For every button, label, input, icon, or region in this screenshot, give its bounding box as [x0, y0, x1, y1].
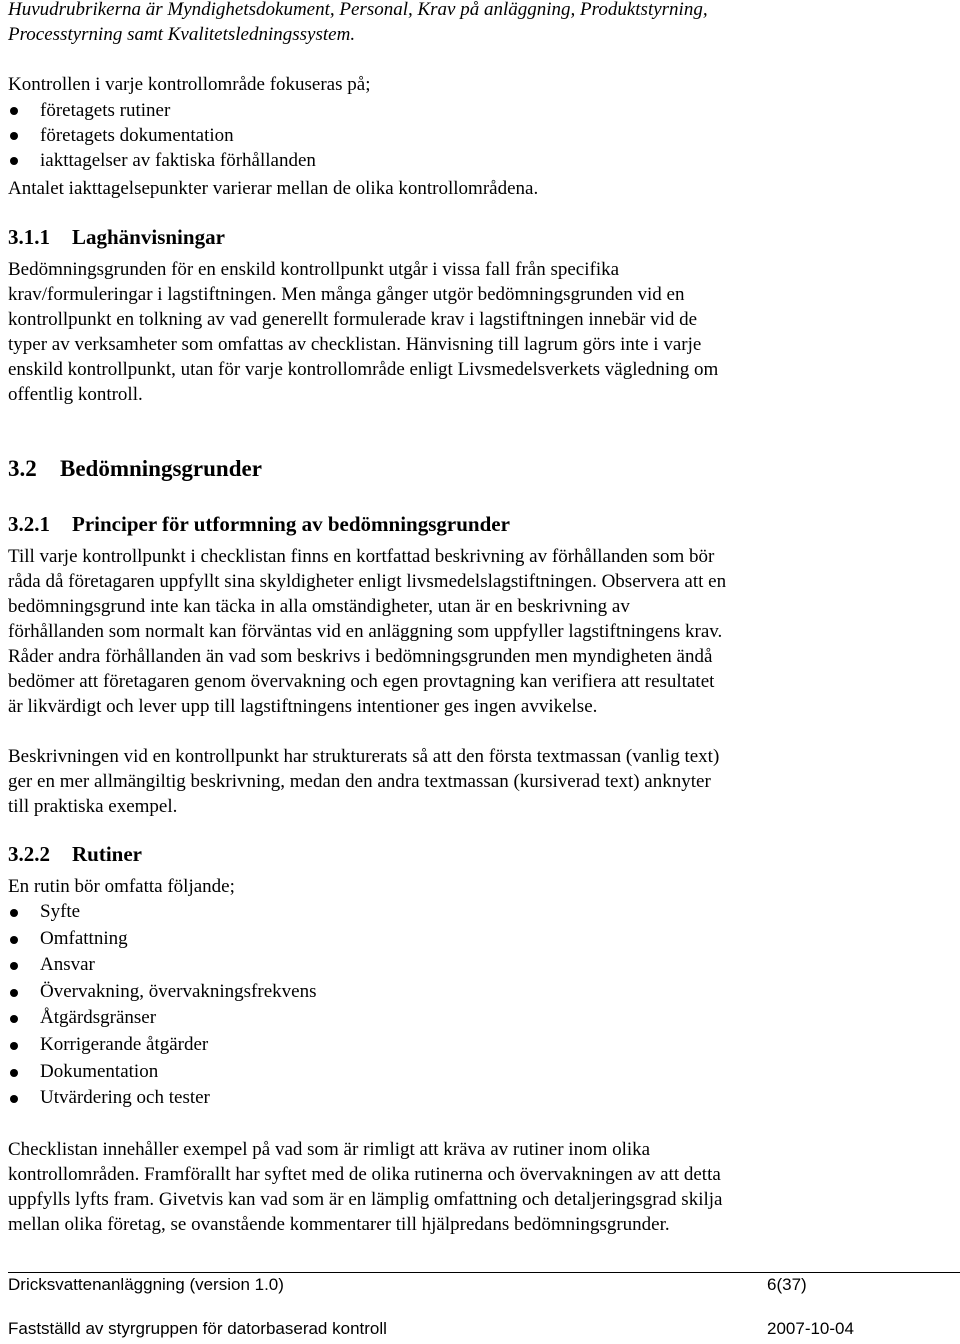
- sec-3-2-1-para-2: [8, 744, 948, 819]
- list-item: Ansvar: [8, 952, 948, 979]
- paragraph-line: mellan olika företag, se ovanstående kommentarer till hjälpredans bedömningsgrunder.: [8, 1214, 670, 1235]
- list-item: Omfattning: [8, 926, 948, 953]
- bullet-icon: [10, 909, 18, 917]
- control-bullet-list: [8, 98, 948, 173]
- paragraph-line: är likvärdigt och lever upp till lagstiftningens intentioner ges ingen avvikelse.: [8, 696, 598, 717]
- sec-3-1-1-body: [8, 257, 948, 407]
- paragraph-line: förhållanden som normalt kan förväntas vid en anläggning som uppfyller lagstiftningens krav.: [8, 621, 723, 642]
- footer-document-name: Dricksvattenanläggning (version 1.0): [8, 1275, 284, 1294]
- list-item: företagets dokumentation: [8, 123, 948, 148]
- paragraph-line: råda då företagaren uppfyllt sina skyldigheter enligt livsmedelslagstiftningen. Observera att en: [8, 571, 727, 592]
- paragraph-line: bedömningsgrund inte kan täcka in alla omständigheter, utan är en beskrivning av: [8, 596, 630, 617]
- heading-3-2-2: 3.2.2 Rutiner: [8, 842, 142, 866]
- sec-3-2-2-para: [8, 1137, 948, 1237]
- paragraph-line: till praktiska exempel.: [8, 796, 178, 817]
- paragraph-line: Till varje kontrollpunkt i checklistan finns en kortfattad beskrivning av förhållanden som bör: [8, 546, 715, 567]
- list-item: iakttagelser av faktiska förhållanden: [8, 148, 948, 173]
- heading-3-2-1: 3.2.1 Principer för utformning av bedömningsgrunder: [8, 512, 510, 536]
- paragraph-line: uppfylls lyfts fram. Givetvis kan vad som är en lämplig omfattning och detaljeringsgrad skilja: [8, 1189, 723, 1210]
- bullet-icon: [10, 1095, 18, 1103]
- list-item: företagets rutiner: [8, 98, 948, 123]
- paragraph-line: Bedömningsgrunden för en enskild kontrollpunkt utgår i vissa fall från specifika: [8, 259, 620, 280]
- intro-line-2: Processtyrning samt Kvalitetsledningssystem.: [8, 24, 356, 45]
- bullet-icon: [10, 1015, 18, 1023]
- paragraph-line: enskild kontrollpunkt, utan för varje kontrollområde enligt Livsmedelsverkets vägledning om: [8, 359, 719, 380]
- paragraph-line: Råder andra förhållanden än vad som beskrivs i bedömningsgrunden men myndigheten ändå: [8, 646, 713, 667]
- paragraph-line: krav/formuleringar i lagstiftningen. Men många gånger utgör bedömningsgrunden vid en: [8, 284, 685, 305]
- list-item: Syfte: [8, 899, 948, 926]
- footer-divider: [8, 1272, 960, 1273]
- footer-row-2: [8, 1319, 960, 1343]
- paragraph-line: Checklistan innehåller exempel på vad som är rimligt att kräva av rutiner inom olika: [8, 1139, 651, 1160]
- list-item: Utvärdering och tester: [8, 1085, 948, 1112]
- bullet-icon: [10, 107, 18, 115]
- list-item: Övervakning, övervakningsfrekvens: [8, 979, 948, 1006]
- footer-date: 2007-10-04: [767, 1319, 854, 1338]
- paragraph-line: Beskrivningen vid en kontrollpunkt har strukturerats så att den första textmassan (vanlig text): [8, 746, 720, 767]
- bullet-icon: [10, 989, 18, 997]
- control-tail: Antalet iakttagelsepunkter varierar mellan de olika kontrollområdena.: [8, 178, 539, 199]
- heading-3-1-1: 3.1.1 Laghänvisningar: [8, 225, 225, 249]
- bullet-icon: [10, 1069, 18, 1077]
- paragraph-line: bedömer att företagaren genom övervakning och egen provtagning kan verifiera att resultatet: [8, 671, 715, 692]
- list-item: Dokumentation: [8, 1059, 948, 1086]
- list-item: Åtgärdsgränser: [8, 1005, 948, 1032]
- bullet-icon: [10, 157, 18, 165]
- footer-row-1: [8, 1275, 960, 1299]
- sec-3-2-1-para-1: [8, 544, 948, 719]
- intro-line-1: Huvudrubrikerna är Myndighetsdokument, Personal, Krav på anläggning, Produktstyrning,: [8, 0, 708, 20]
- bullet-icon: [10, 936, 18, 944]
- bullet-icon: [10, 1042, 18, 1050]
- routine-bullet-list: [8, 899, 948, 1112]
- list-item: Korrigerande åtgärder: [8, 1032, 948, 1059]
- paragraph-line: ger en mer allmängiltig beskrivning, medan den andra textmassan (kursiverad text) anknyter: [8, 771, 711, 792]
- footer: [8, 1275, 960, 1343]
- paragraph-line: kontrollområden. Framförallt har syftet med de olika rutinerna och övervakningen av att detta: [8, 1164, 721, 1185]
- bullet-icon: [10, 132, 18, 140]
- control-lead: Kontrollen i varje kontrollområde fokuseras på;: [8, 74, 371, 95]
- footer-approval: Fastställd av styrgruppen för datorbaserad kontroll: [8, 1319, 387, 1338]
- sec-3-2-2-lead: En rutin bör omfatta följande;: [8, 876, 235, 897]
- paragraph-line: typer av verksamheter som omfattas av checklistan. Hänvisning till lagrum görs inte i varje: [8, 334, 702, 355]
- footer-page-number: 6(37): [767, 1275, 807, 1294]
- paragraph-line: kontrollpunkt en tolkning av vad generellt formulerade krav i lagstiftningen innebär vid de: [8, 309, 698, 330]
- bullet-icon: [10, 962, 18, 970]
- heading-3-2: 3.2 Bedömningsgrunder: [8, 456, 262, 481]
- paragraph-line: offentlig kontroll.: [8, 384, 143, 405]
